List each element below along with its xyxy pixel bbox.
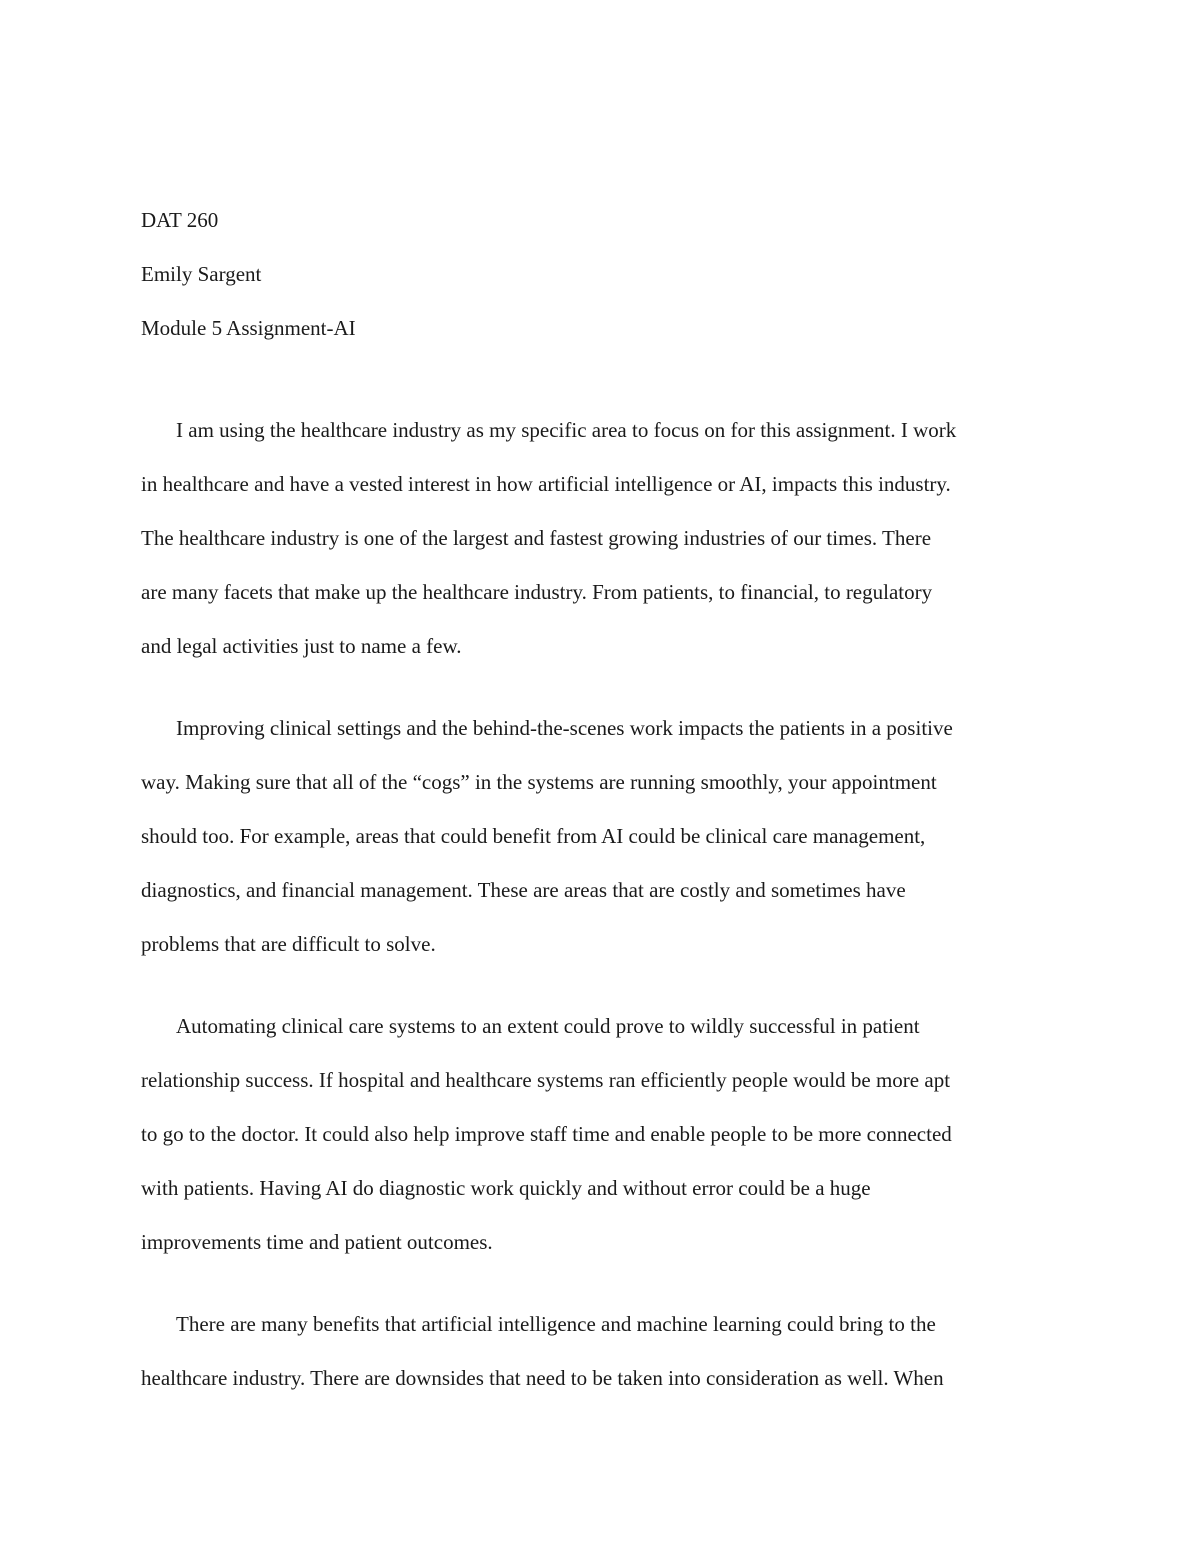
paragraph-line: diagnostics, and financial management. These are areas that are costly and sometimes have <box>141 878 906 902</box>
paragraph-line: There are many benefits that artificial intelligence and machine learning could bring to the <box>176 1312 936 1336</box>
author-name: Emily Sargent <box>141 262 262 286</box>
paragraph-line: Automating clinical care systems to an extent could prove to wildly successful in patient <box>176 1014 920 1038</box>
paragraph-line: I am using the healthcare industry as my specific area to focus on for this assignment. I work <box>176 418 957 442</box>
paragraph-line: Improving clinical settings and the behind-the-scenes work impacts the patients in a positive <box>176 716 953 740</box>
paragraph-line: The healthcare industry is one of the largest and fastest growing industries of our times. There <box>141 526 932 550</box>
paragraph-line: are many facets that make up the healthcare industry. From patients, to financial, to regulatory <box>141 580 933 604</box>
paragraph-line: problems that are difficult to solve. <box>141 932 436 956</box>
paragraph-line: improvements time and patient outcomes. <box>141 1230 493 1254</box>
paragraph-line: healthcare industry. There are downsides that need to be taken into consideration as well. When <box>141 1366 944 1390</box>
paragraph-line: to go to the doctor. It could also help improve staff time and enable people to be more connected <box>141 1122 952 1146</box>
paragraph-line: should too. For example, areas that could benefit from AI could be clinical care management, <box>141 824 926 848</box>
paragraph-line: in healthcare and have a vested interest in how artificial intelligence or AI, impacts this industry. <box>141 472 951 496</box>
paragraph-line: relationship success. If hospital and healthcare systems ran efficiently people would be more apt <box>141 1068 951 1092</box>
paragraph-line: way. Making sure that all of the “cogs” in the systems are running smoothly, your appointment <box>141 770 937 794</box>
assignment-title: Module 5 Assignment-AI <box>141 316 356 340</box>
paragraph-line: with patients. Having AI do diagnostic work quickly and without error could be a huge <box>141 1176 871 1200</box>
document-header <box>141 193 1061 355</box>
paragraph-line: and legal activities just to name a few. <box>141 634 462 658</box>
course-code: DAT 260 <box>141 208 219 232</box>
